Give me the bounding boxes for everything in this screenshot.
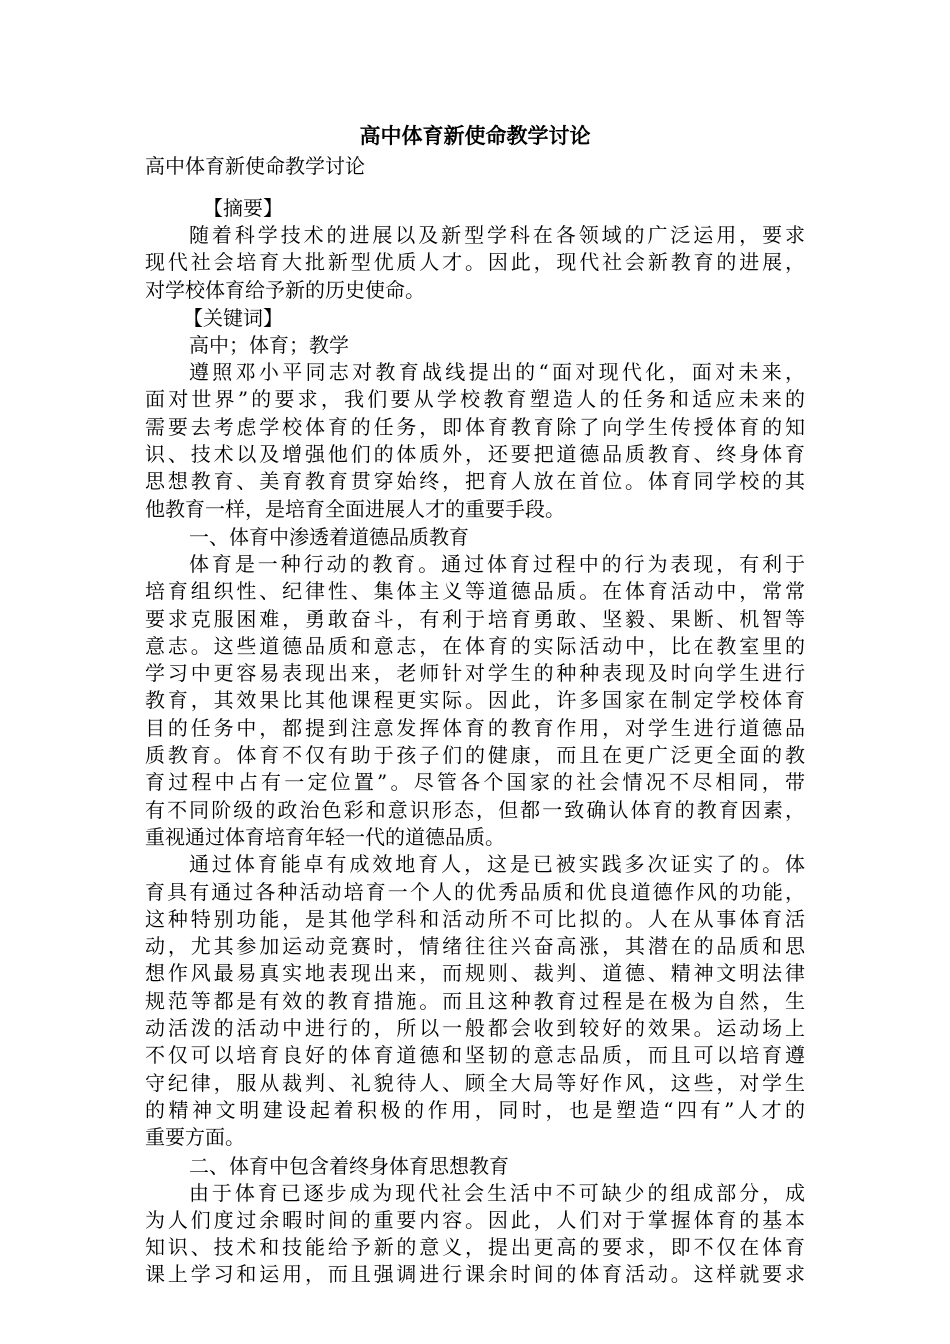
section2-p1-line: 课上学习和运用，而且强调进行课余时间的体育活动。这样就要求 [145,1262,805,1287]
intro-line: 需要去考虑学校体育的任务，即体育教育除了向学生传授体育的知 [145,414,805,439]
section1-p1-line: 育过程中占有一定位置”。尽管各个国家的社会情况不尽相同，带 [145,770,805,795]
section1-heading: 一、体育中渗透着道德品质教育 [189,524,469,549]
section1-p1-line: 教育，其效果比其他课程更实际。因此，许多国家在制定学校体育 [145,688,805,713]
section1-p1-line: 要求克服困难，勇敢奋斗，有利于培育勇敢、坚毅、果断、机智等 [145,606,805,631]
section1-p2-line: 想作风最易真实地表现出来，而规则、裁判、道德、精神文明法律 [145,961,805,986]
abstract-line: 现代社会培育大批新型优质人才。因此，现代社会新教育的进展， [145,250,805,275]
section1-p2-line: 通过体育能卓有成效地育人，这是已被实践多次证实了的。体 [189,852,805,877]
section1-p2-line: 动活泼的活动中进行的，所以一般都会收到较好的效果。运动场上 [145,1016,805,1041]
section1-p1-line: 目的任务中，都提到注意发挥体育的教育作用，对学生进行道德品 [145,715,805,740]
section2-p1-line: 为人们度过余暇时间的重要内容。因此，人们对于掌握体育的基本 [145,1207,805,1232]
document-subtitle: 高中体育新使命教学讨论 [145,154,365,178]
abstract-line: 随着科学技术的进展以及新型学科在各领域的广泛运用，要求 [189,223,805,247]
keywords-text: 高中；体育；教学 [189,332,349,357]
section1-p2-line: 不仅可以培育良好的体育道德和坚韧的意志品质，而且可以培育遵 [145,1043,805,1068]
section1-p1-line: 学习中更容易表现出来，老师针对学生的种种表现及时向学生进行 [145,661,805,686]
intro-line: 面对世界”的要求，我们要从学校教育塑造人的任务和适应未来的 [145,387,805,412]
document-title: 高中体育新使命教学讨论 [359,123,591,148]
section1-p1-line: 培育组织性、纪律性、集体主义等道德品质。在体育活动中，常常 [145,579,805,604]
section1-paragraph-2 [145,851,805,1151]
section2-paragraph-1 [145,1180,805,1289]
section1-p2-line: 规范等都是有效的教育措施。而且这种教育过程是在极为自然，生 [145,988,805,1013]
abstract-heading: 【摘要】 [203,196,283,220]
section1-p1-line: 意志。这些道德品质和意志，在体育的实际活动中，比在教室里的 [145,633,805,658]
keywords-heading: 【关键词】 [183,305,283,330]
section1-paragraph-1 [145,551,805,851]
intro-line: 思想教育、美育教育贯穿始终，把育人放在首位。体育同学校的其 [145,469,805,494]
intro-line: 他教育一样，是培育全面进展人才的重要手段。 [145,496,565,521]
section2-p1-line: 由于体育已逐步成为现代社会生活中不可缺少的组成部分，成 [189,1180,805,1205]
document-page [145,120,805,1289]
section1-p2-line: 守纪律，服从裁判、礼貌待人、顾全大局等好作风，这些，对学生 [145,1070,805,1095]
section1-p2-line: 这种特别功能，是其他学科和活动所不可比拟的。人在从事体育活 [145,906,805,931]
abstract-paragraph [145,222,805,304]
section1-p1-line: 有不同阶级的政治色彩和意识形态，但都一致确认体育的教育因素， [145,797,805,822]
section1-p2-line: 育具有通过各种活动培育一个人的优秀品质和优良道德作风的功能， [145,879,805,904]
section1-p2-line: 的精神文明建设起着积极的作用，同时，也是塑造“四有”人才的 [145,1097,805,1122]
section1-p1-line: 体育是一种行动的教育。通过体育过程中的行为表现，有利于 [189,551,805,576]
section1-p2-line: 重要方面。 [145,1125,245,1150]
section2-heading: 二、体育中包含着终身体育思想教育 [189,1153,509,1178]
section1-p2-line: 动，尤其参加运动竞赛时，情绪往往兴奋高涨，其潜在的品质和思 [145,934,805,959]
intro-line: 遵照邓小平同志对教育战线提出的“面对现代化，面对未来， [189,360,805,385]
intro-line: 识、技术以及增强他们的体质外，还要把道德品质教育、终身体育 [145,442,805,467]
section1-p1-line: 质教育。体育不仅有助于孩子们的健康，而且在更广泛更全面的教 [145,743,805,768]
abstract-line: 对学校体育给予新的历史使命。 [145,277,425,302]
section1-p1-line: 重视通过体育培育年轻一代的道德品质。 [145,824,505,849]
section2-p1-line: 知识、技术和技能给予新的意义，提出更高的要求，即不仅在体育 [145,1235,805,1260]
intro-paragraph [145,359,805,523]
